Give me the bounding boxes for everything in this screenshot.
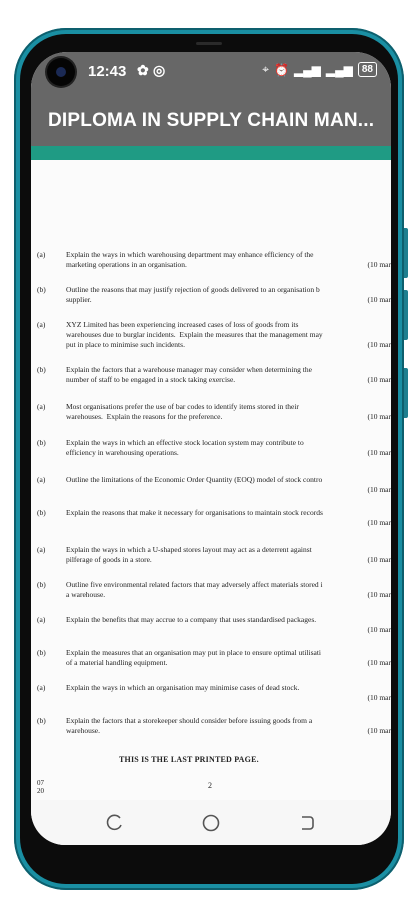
question-label: (a) (37, 615, 46, 624)
question-text: Explain the factors that a storekeeper should consider before issuing goods from a warehouse. (66, 716, 313, 735)
question-text: Explain the factors that a warehouse manager may consider when determining the number of staff to be engaged in a stock taking exercise. (66, 365, 312, 384)
navigation-bar (31, 800, 391, 845)
question-label: (b) (37, 648, 46, 657)
status-icons (262, 62, 377, 77)
screen (31, 52, 391, 845)
status-bar (31, 52, 391, 90)
question-text: Outline the limitations of the Economic Order Quantity (EOQ) model of stock contro (66, 475, 323, 484)
question-text: XYZ Limited has been experiencing increased cases of loss of goods from its warehouses due to burglar incidents. Explain the measures that the management may put in place to minimise such incidents. (66, 320, 323, 349)
question-text: Most organisations prefer the use of bar codes to identify items stored in their warehouses. Explain the reasons for the preference. (66, 402, 299, 421)
question-label: (a) (37, 475, 46, 484)
page-number: 2 (208, 781, 212, 790)
question-label: (a) (37, 250, 46, 259)
recents-icon (106, 814, 124, 832)
app-bar (31, 52, 391, 146)
location-icon: ⌖ (262, 62, 269, 76)
question-marks: (10 mar (367, 518, 391, 527)
status-time: 12:43 (88, 63, 127, 80)
question-text: Explain the reasons that make it necessary for organisations to maintain stock records (66, 508, 323, 517)
question-marks: (10 mar (367, 555, 391, 564)
footer-code (37, 779, 44, 795)
data-icon: ◎ (153, 62, 166, 78)
question-marks: (10 mar (367, 260, 391, 269)
question-label: (a) (37, 545, 46, 554)
battery-icon: 88 (358, 62, 377, 77)
power-button (404, 368, 408, 418)
question-marks: (10 mar (367, 590, 391, 599)
home-button[interactable] (197, 809, 225, 837)
question-label: (b) (37, 580, 46, 589)
page-title: DIPLOMA IN SUPPLY CHAIN MAN... (48, 110, 375, 131)
alarm-icon: ⏰ (273, 62, 289, 77)
wifi-icon: ▂▄▆ (325, 62, 353, 77)
question-text: Outline five environmental related factors that may adversely affect materials stored i a warehouse. (66, 580, 323, 599)
question-text: Explain the measures that an organisation may put in place to ensure optimal utilisati of a material handling equipment. (66, 648, 322, 667)
document-page[interactable] (31, 160, 391, 800)
back-button[interactable] (293, 809, 321, 837)
question-label: (b) (37, 285, 46, 294)
footer-code-line2: 20 (37, 787, 44, 795)
sync-icon: ✿ (137, 62, 149, 78)
question-marks: (10 mar (367, 448, 391, 457)
question-marks: (10 mar (367, 726, 391, 735)
home-icon (201, 813, 221, 833)
question-marks: (10 mar (367, 693, 391, 702)
earpiece-speaker (196, 42, 222, 45)
question-marks: (10 mar (367, 340, 391, 349)
signal-icon: ▂▄▆ (293, 62, 321, 77)
question-label: (b) (37, 365, 46, 374)
question-text: Explain the ways in which an effective stock location system may contribute to efficiency in warehousing operations. (66, 438, 304, 457)
question-marks: (10 mar (367, 412, 391, 421)
question-marks: (10 mar (367, 658, 391, 667)
question-marks: (10 mar (367, 375, 391, 384)
accent-strip (31, 146, 391, 160)
footer-code-line1: 07 (37, 779, 44, 787)
question-label: (b) (37, 438, 46, 447)
volume-button-lower (404, 290, 408, 340)
question-marks: (10 mar (367, 625, 391, 634)
back-icon (298, 814, 316, 832)
question-text: Explain the ways in which an organisation may minimise cases of dead stock. (66, 683, 300, 692)
question-marks: (10 mar (367, 295, 391, 304)
last-page-notice: THIS IS THE LAST PRINTED PAGE. (119, 755, 259, 764)
question-text: Explain the ways in which warehousing department may enhance efficiency of the marketing operations in an organisation. (66, 250, 314, 269)
question-label: (b) (37, 716, 46, 725)
question-text: Outline the reasons that may justify rejection of goods delivered to an organisation b supplier. (66, 285, 320, 304)
question-label: (a) (37, 320, 46, 329)
question-marks: (10 mar (367, 485, 391, 494)
question-label: (a) (37, 402, 46, 411)
question-text: Explain the benefits that may accrue to a company that uses standardised packages. (66, 615, 317, 624)
recents-button[interactable] (101, 809, 129, 837)
question-text: Explain the ways in which a U-shaped stores layout may act as a deterrent against pilferage of goods in a store. (66, 545, 312, 564)
camera-icon (47, 58, 75, 86)
question-label: (b) (37, 508, 46, 517)
question-label: (a) (37, 683, 46, 692)
volume-button (404, 228, 408, 278)
